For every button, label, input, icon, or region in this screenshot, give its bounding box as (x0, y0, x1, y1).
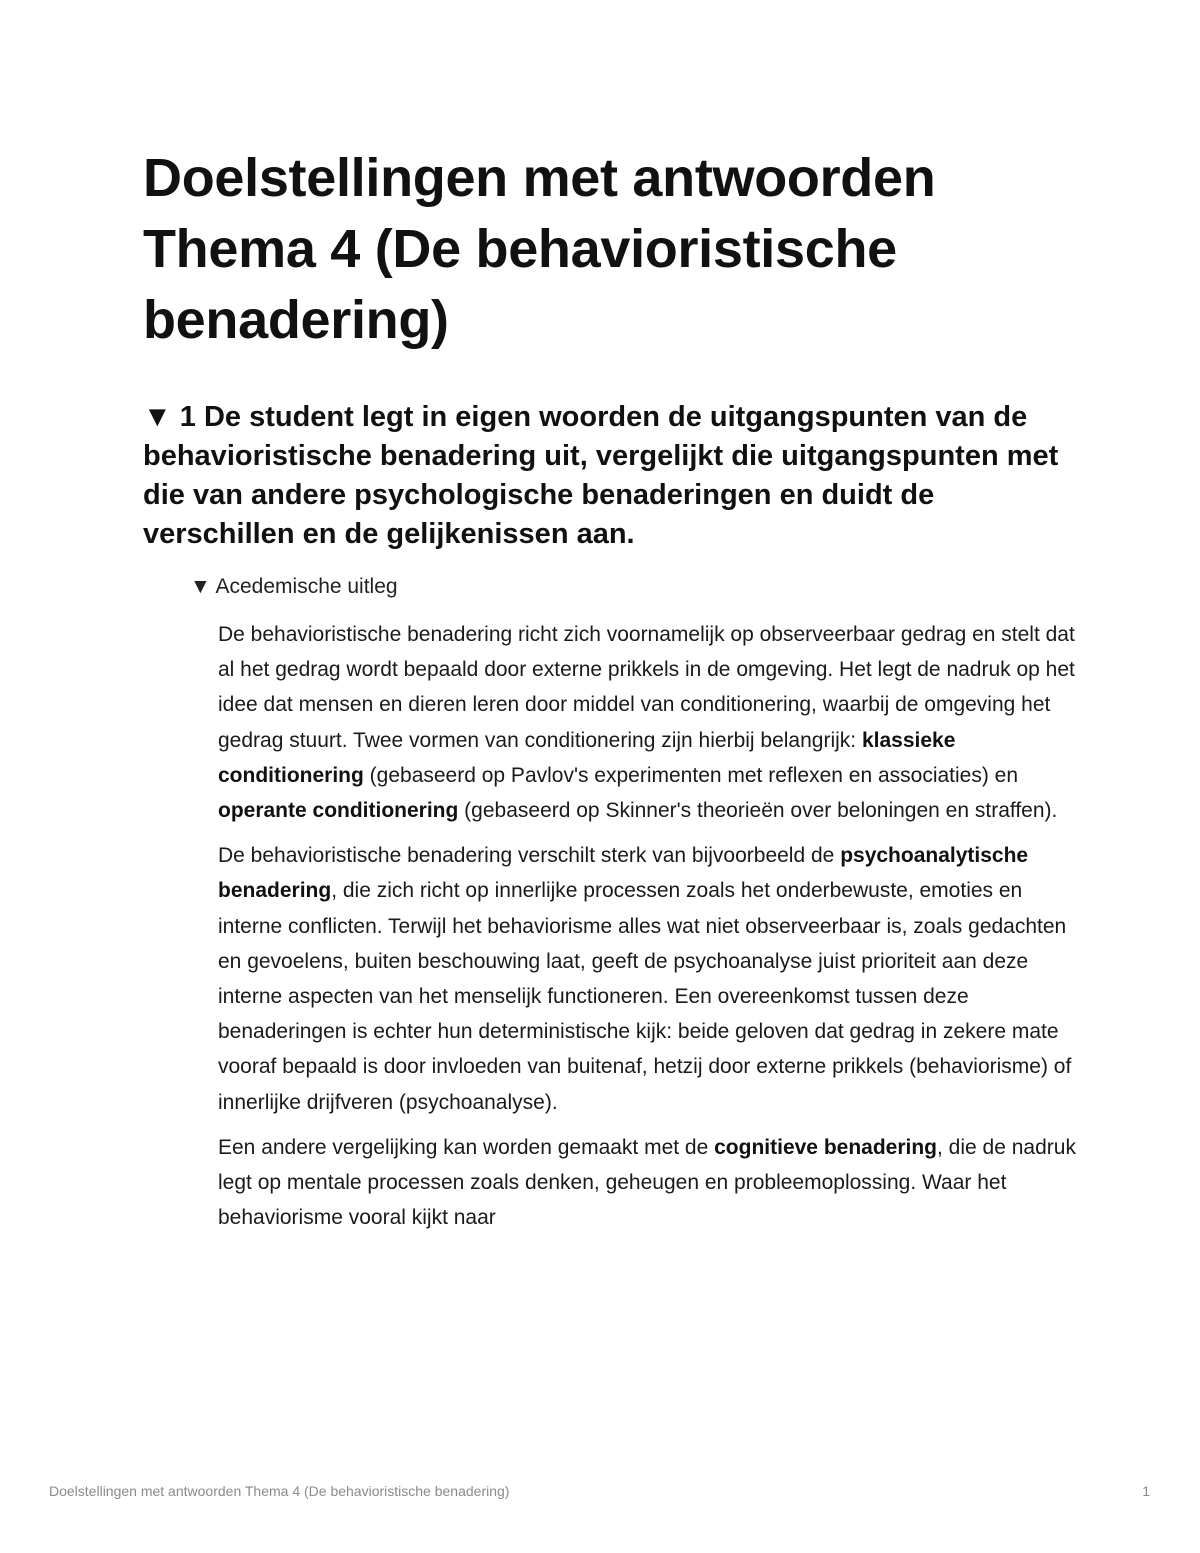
paragraph-text: De behavioristische benadering richt zich voornamelijk op observeerbaar gedrag en stelt dat al het gedrag wordt bepaald door externe prikkels in de omgeving. Het legt de nadruk op het idee dat mensen en dieren leren door middel van conditionering, waarbij de omgeving het gedrag stuurt. Twee vormen van conditionering zijn hierbij belangrijk: (218, 623, 1075, 752)
toggle-content (218, 617, 1078, 1245)
bold-term: klassieke conditionering (218, 728, 956, 787)
subtoggle-academic-explanation[interactable] (190, 572, 398, 602)
paragraph-2 (218, 838, 1078, 1120)
subtoggle-label: Acedemische uitleg (215, 575, 398, 598)
bold-term: cognitieve benadering (714, 1135, 938, 1159)
bold-term: operante conditionering (218, 799, 459, 823)
section-heading-text: 1 De student legt in eigen woorden de uitgangspunten van de behavioristische benadering uit, vergelijkt die uitgangspunten met die van andere psychologische benaderingen en duidt de verschillen en de gelijkenissen aan. (143, 401, 1059, 550)
footer-page-number: 1 (1142, 1483, 1150, 1499)
paragraph-text: Een andere vergelijking kan worden gemaakt met de (218, 1135, 715, 1159)
section-toggle-heading[interactable] (143, 398, 1063, 554)
page-title: Doelstellingen met antwoorden Thema 4 (De behavioristische benadering) (143, 148, 936, 350)
paragraph-text: , die zich richt op innerlijke processen zoals het onderbewuste, emoties en interne conflicten. Terwijl het behaviorisme alles wat niet observeerbaar is, zoals gedachten en gevoelens, buiten beschouwing laat, geeft de psychoanalyse juist prioriteit aan deze interne aspecten van het menselijk functioneren. Een overeenkomst tussen deze benaderingen is echter hun deterministische kijk: beide geloven dat gedrag in zekere mate vooraf bepaald is door invloeden van buitenaf, hetzij door externe prikkels (behaviorisme) of innerlijke drijfveren (psychoanalyse). (218, 879, 1072, 1114)
bold-term: psychoanalytische benadering (218, 844, 1029, 903)
toggle-triangle-icon[interactable]: ▼ (143, 401, 172, 433)
toggle-triangle-icon[interactable]: ▼ (190, 575, 211, 598)
paragraph-3 (218, 1130, 1078, 1236)
paragraph-text: , die de nadruk legt op mentale processen zoals denken, geheugen en probleemoplossing. Waar het behaviorisme vooral kijkt naar (218, 1135, 1076, 1230)
paragraph-text: (gebaseerd op Skinner's theorieën over beloningen en straffen). (458, 799, 1058, 823)
paragraph-text: (gebaseerd op Pavlov's experimenten met reflexen en associaties) en (363, 763, 1019, 787)
paragraph-1 (218, 617, 1078, 828)
paragraph-text: De behavioristische benadering verschilt sterk van bijvoorbeeld de (218, 844, 841, 868)
footer-document-title: Doelstellingen met antwoorden Thema 4 (De behavioristische benadering) (49, 1483, 510, 1499)
